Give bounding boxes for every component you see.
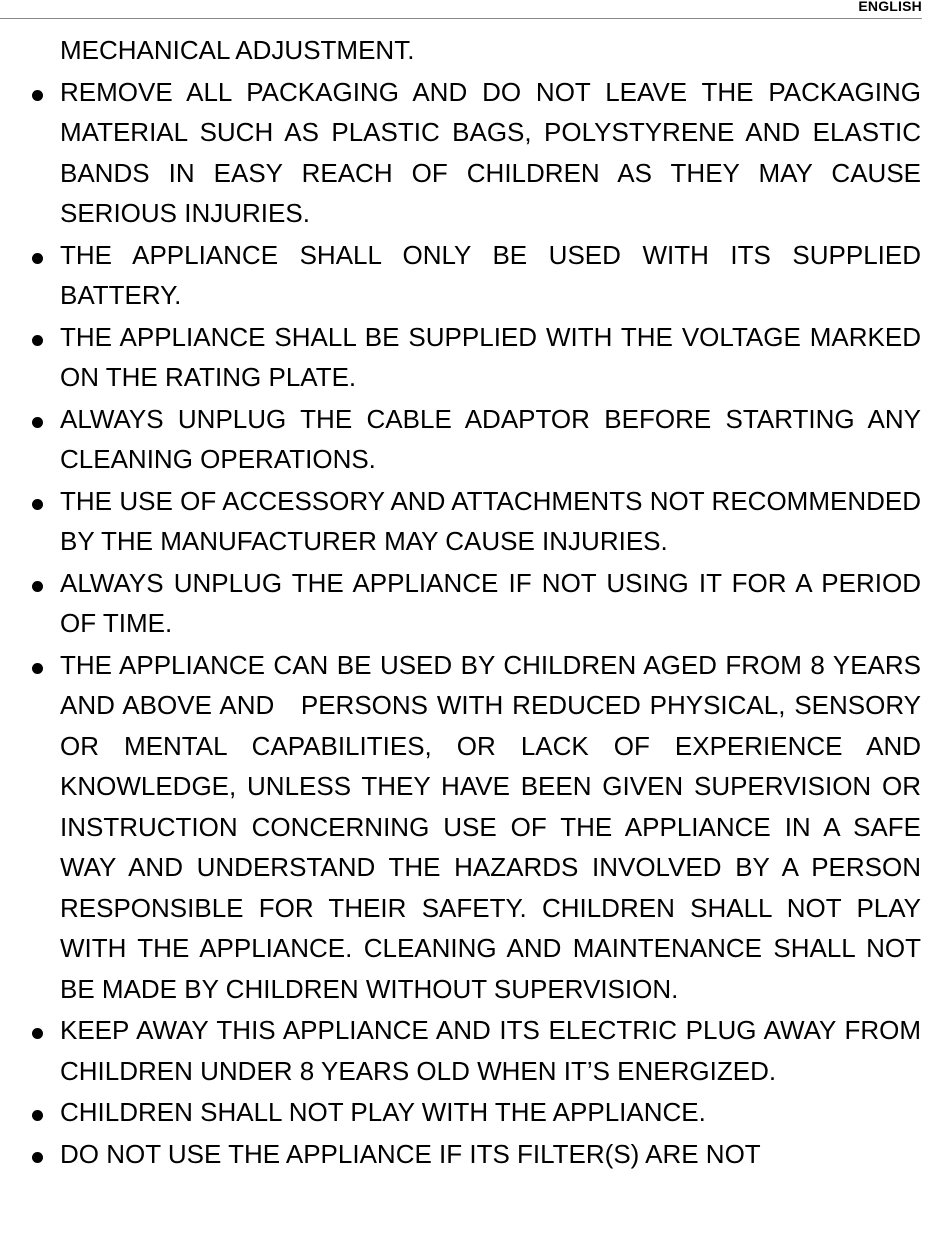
bullet-dot-icon [32, 335, 43, 346]
bullet-item-text: THE APPLIANCE CAN BE USED BY CHILDREN AGED FROM 8 YEARS AND ABOVE AND PERSONS WITH REDUCED PHYSICAL, SENSORY OR MENTAL CAPABILITIES, OR LACK OF EXPERIENCE AND KNOWLEDGE, UNLESS THEY HAVE BEEN GIVEN SUPERVISION OR INSTRUCTION CONCERNING USE OF THE APPLIANCE IN A SAFE WAY AND UNDERSTAND THE HAZARDS INVOLVED BY A PERSON RESPONSIBLE FOR THEIR SAFETY. CHILDREN SHALL NOT PLAY WITH THE APPLIANCE. CLEANING AND MAINTENANCE SHALL NOT BE MADE BY CHILDREN WITHOUT SUPERVISION. [60, 649, 929, 1004]
bullet-dot-icon [32, 1152, 43, 1163]
bullet-item-text: THE USE OF ACCESSORY AND ATTACHMENTS NOT RECOMMENDED BY THE MANUFACTURER MAY CAUSE INJURIES. [60, 485, 921, 556]
bullet-item [60, 235, 921, 316]
document-body [0, 30, 950, 1174]
bullet-item-text: ALWAYS UNPLUG THE APPLIANCE IF NOT USING IT FOR A PERIOD OF TIME. [60, 567, 921, 638]
bullet-item-text: THE APPLIANCE SHALL ONLY BE USED WITH ITS SUPPLIED BATTERY. [60, 239, 921, 310]
bullet-item-text: CHILDREN SHALL NOT PLAY WITH THE APPLIANCE. [60, 1097, 706, 1127]
bullet-item [60, 645, 929, 1010]
bullet-item [60, 1134, 921, 1175]
bullet-dot-icon [32, 663, 43, 674]
bullet-item [60, 399, 921, 480]
bullet-item-text: DO NOT USE THE APPLIANCE IF ITS FILTER(S) ARE NOT [60, 1138, 761, 1169]
bullet-item-text: KEEP AWAY THIS APPLIANCE AND ITS ELECTRIC PLUG AWAY FROM CHILDREN UNDER 8 YEARS OLD WHEN IT’S ENERGIZED. [60, 1015, 921, 1086]
bullet-dot-icon [32, 90, 43, 101]
bullet-item [60, 481, 921, 562]
lead-paragraph: MECHANICAL ADJUSTMENT. [60, 35, 415, 65]
header-divider [0, 18, 922, 19]
bullet-dot-icon [32, 1028, 43, 1039]
bullet-dot-icon [32, 499, 43, 510]
bullet-dot-icon [32, 581, 43, 592]
bullet-dot-icon [32, 1110, 43, 1121]
bullet-item [60, 1010, 921, 1091]
bullet-item [60, 1092, 921, 1133]
bullet-dot-icon [32, 253, 43, 264]
bullet-item-text: THE APPLIANCE SHALL BE SUPPLIED WITH THE VOLTAGE MARKED ON THE RATING PLATE. [60, 321, 921, 392]
bullet-item [60, 563, 921, 644]
bullet-item [60, 72, 921, 234]
bullet-item [60, 317, 921, 398]
bullet-item-text: ALWAYS UNPLUG THE CABLE ADAPTOR BEFORE STARTING ANY CLEANING OPERATIONS. [60, 403, 921, 474]
bullet-item-text: REMOVE ALL PACKAGING AND DO NOT LEAVE THE PACKAGING MATERIAL SUCH AS PLASTIC BAGS, POLYSTYRENE AND ELASTIC BANDS IN EASY REACH OF CHILDREN AS THEY MAY CAUSE SERIOUS INJURIES. [60, 76, 921, 228]
bullet-dot-icon [32, 417, 43, 428]
language-label: ENGLISH [858, 0, 922, 14]
